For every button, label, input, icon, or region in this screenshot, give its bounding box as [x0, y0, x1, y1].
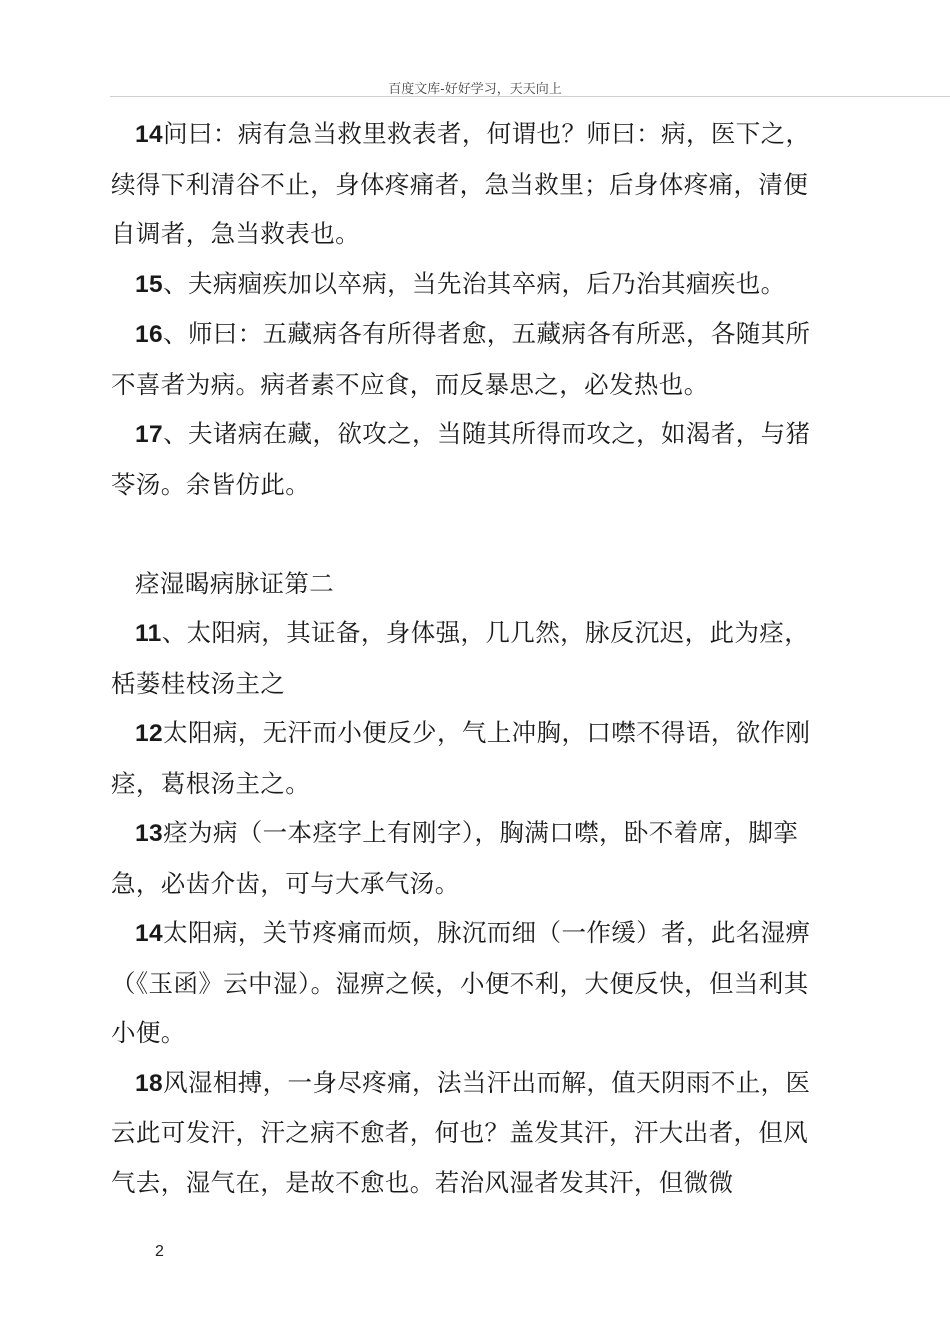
- paragraph-number: 18: [135, 1069, 164, 1097]
- paragraph-15: [111, 259, 831, 310]
- page-number: 2: [155, 1243, 164, 1260]
- paragraph-number: 17: [135, 421, 164, 448]
- paragraph-number: 16: [135, 321, 164, 348]
- paragraph-text: 、师曰：五藏病各有所得者愈，五藏病各有所恶，各随其所不喜者为病。病者素不应食，而反暴思之，必发热也。: [111, 319, 811, 399]
- document-body: [111, 109, 831, 1207]
- paragraph-number: 14: [135, 121, 164, 148]
- paragraph-14: [111, 109, 831, 259]
- paragraph-16: [111, 309, 831, 409]
- paragraph-18: [111, 1058, 831, 1208]
- section-spacer: [111, 509, 831, 559]
- page-header: 百度文库-好好学习，天天向上: [388, 82, 562, 97]
- paragraph-number: 15: [135, 270, 164, 298]
- header-divider: [110, 96, 950, 97]
- paragraph-number: 12: [135, 720, 164, 747]
- paragraph-17: [111, 409, 831, 509]
- paragraph-text: 风湿相搏，一身尽疼痛，法当汗出而解，值天阴雨不止，医云此可发汗，汗之病不愈者，何也？盖发其汗，汗大出者，但风气去，湿气在，是故不愈也。若治风湿者发其汗，但微微: [111, 1067, 811, 1197]
- paragraph-text: 、夫诸病在藏，欲攻之，当随其所得而攻之，如渴者，与猪苓汤。余皆仿此。: [111, 419, 811, 499]
- paragraph-number: 14: [135, 920, 164, 947]
- paragraph-text: 痉为病（一本痉字上有刚字），胸满口噤，卧不着席，脚挛急，必齿介齿，可与大承气汤。: [111, 818, 799, 898]
- paragraph-text: 太阳病，关节疼痛而烦，脉沉而细（一作缓）者，此名湿痹（《玉函》云中湿）。湿痹之候，小便不利，大便反快，但当利其小便。: [111, 918, 811, 1047]
- paragraph-11: [111, 608, 831, 708]
- paragraph-number: 13: [135, 820, 164, 847]
- paragraph-12: [111, 708, 831, 808]
- paragraph-text: 、太阳病，其证备，身体强，几几然，脉反沉迟，此为痉，栝蒌桂枝汤主之: [111, 618, 810, 698]
- paragraph-14b: [111, 908, 831, 1058]
- paragraph-text: 太阳病，无汗而小便反少，气上冲胸，口噤不得语，欲作刚痉，葛根汤主之。: [111, 718, 811, 798]
- paragraph-text: 、夫病痼疾加以卒病，当先治其卒病，后乃治其痼疾也。: [163, 268, 786, 298]
- section-title: 痉湿暍病脉证第二: [135, 568, 335, 598]
- paragraph-text: 问曰：病有急当救里救表者，何谓也？师曰：病，医下之，续得下利清谷不止，身体疼痛者，急当救里；后身体疼痛，清便自调者，急当救表也。: [111, 119, 811, 248]
- paragraph-number: 11: [135, 620, 162, 647]
- paragraph-13: [111, 808, 831, 908]
